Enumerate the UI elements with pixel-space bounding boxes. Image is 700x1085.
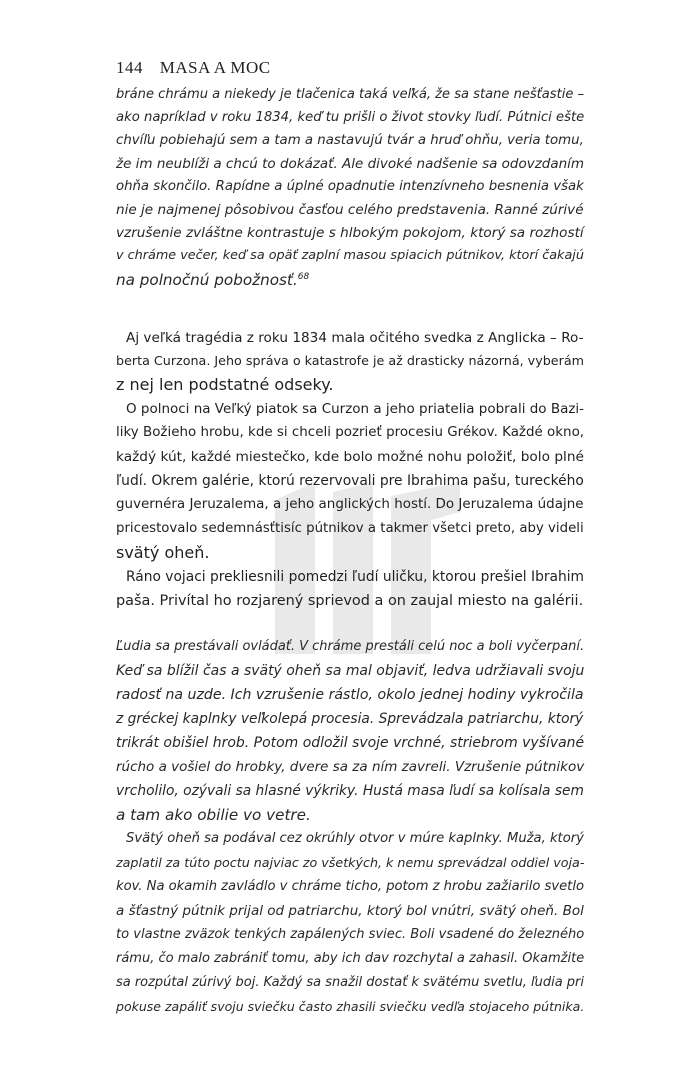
text-line — [116, 972, 584, 994]
text-line — [116, 494, 584, 516]
text-line — [116, 780, 584, 802]
line-text: z gréckej kaplnky veľkolepá procesia. Sprevádzala patriarchu, ktorý — [116, 711, 584, 727]
line-text: vrcholilo, ozývali sa hlasné výkriky. Hustá masa ľudí sa kolísala sem — [116, 783, 584, 799]
line-text: pokuse zapáliť svoju sviečku často zhasili sviečku vedľa stojaceho pútnika. — [116, 999, 585, 1014]
line-text: radosť na uzde. Ich vzrušenie rástlo, okolo jednej hodiny vykročila — [116, 687, 584, 703]
line-text: liky Božieho hrobu, kde si chceli pozrieť procesiu Grékov. Každé okno, — [116, 425, 585, 440]
text-line — [126, 828, 584, 850]
text-line — [116, 374, 333, 396]
line-text: Svätý oheň sa podával cez okrúhly otvor v múre kaplnky. Muža, ktorý — [126, 831, 584, 846]
text-line — [116, 245, 584, 267]
text-line — [116, 130, 584, 152]
line-text: ako napríklad v roku 1834, keď tu prišli o život stovky ľudí. Pútnici ešte — [116, 110, 585, 125]
line-text: to vlastne zväzok tenkých zapálených sviec. Boli vsadené do železného — [116, 927, 585, 942]
line-text: trikrát obišiel hrob. Potom odložil svoje vrchné, striebrom vyšívané — [116, 735, 585, 751]
line-text: pricestovalo sedemnásťtisíc pútnikov a takmer všetci preto, aby videli — [116, 521, 584, 536]
line-text: nie je najmenej pôsobivou časťou celého predstavenia. Ranné zúrivé — [116, 202, 584, 218]
line-text: vzrušenie zvláštne kontrastuje s hlbokým pokojom, ktorý sa rozhostí — [116, 225, 584, 241]
text-line — [116, 756, 584, 778]
line-text: z nej len podstatné odseky. — [116, 375, 334, 394]
line-text: kov. Na okamih zavládlo v chráme ticho, potom z hrobu zažiarilo svetlo — [116, 879, 584, 894]
footnote-marker: 68 — [297, 272, 310, 282]
page-number: 144 — [116, 58, 143, 77]
text-line — [116, 446, 584, 468]
text-line — [126, 398, 584, 420]
text-line — [116, 900, 584, 922]
line-text: a šťastný pútnik prijal od patriarchu, ktorý bol vnútri, svätý oheň. Bol — [116, 903, 584, 919]
line-text: zaplatil za túto poctu najviac zo všetkých, k nemu sprevádzal oddiel voja- — [116, 855, 585, 870]
running-title: MASA A MOC — [159, 58, 271, 77]
text-line — [126, 327, 584, 349]
text-line — [116, 684, 584, 706]
text-line — [116, 176, 584, 198]
line-text: Ráno vojaci prekliesnili pomedzi ľudí uličku, ktorou prešiel Ibrahim — [126, 569, 584, 585]
text-line — [116, 153, 584, 175]
text-line — [116, 350, 584, 372]
text-line — [116, 470, 584, 492]
line-text: každý kút, každé miestečko, kde bolo možné nohu položiť, bolo plné — [116, 449, 584, 465]
text-line — [116, 948, 584, 970]
text-line — [116, 732, 584, 754]
text-line — [116, 636, 584, 658]
line-text: O polnoci na Veľký piatok sa Curzon a jeho priatelia pobrali do Bazi- — [126, 401, 585, 417]
line-text: chvíľu pobiehajú sem a tam a nastavujú tvár a hruď ohňu, veria tomu, — [116, 133, 584, 148]
line-text: Keď sa blížil čas a svätý oheň sa mal objaviť, ledva udržiavali svoju — [116, 663, 585, 679]
text-line — [116, 542, 209, 564]
line-text: na polnočnú pobožnosť. — [116, 271, 298, 289]
text-line — [116, 708, 583, 730]
line-text: svätý oheň. — [116, 543, 210, 562]
line-text: že im neublíži a chcú to dokázať. Ale divoké nadšenie sa odovzdaním — [116, 156, 585, 172]
text-line — [116, 518, 584, 540]
line-text: Aj veľká tragédia z roku 1834 mala očitého svedka z Anglicka – Ro- — [126, 330, 584, 346]
text-line — [116, 996, 584, 1018]
text-line — [116, 924, 584, 946]
text-line — [116, 804, 311, 826]
line-text: ohňa skončilo. Rapídne a úplné opadnutie intenzívneho besnenia však — [116, 179, 584, 194]
line-text: paša. Privítal ho rozjarený sprievod a on zaujal miesto na galérii. — [116, 593, 584, 609]
text-line — [116, 660, 584, 682]
line-text: rámu, čo malo zabrániť tomu, aby ich dav rozchytal a zahasil. Okamžite — [116, 951, 585, 966]
line-text: sa rozpútal zúrivý boj. Každý sa snažil dostať k svätému svetlu, ľudia pri — [116, 975, 584, 990]
line-text: Ľudia sa prestávali ovládať. V chráme prestáli celú noc a boli vyčerpaní. — [116, 639, 585, 654]
text-line — [116, 269, 309, 291]
line-text: rúcho a vošiel do hrobky, dvere sa za ním zavreli. Vzrušenie pútnikov — [116, 759, 585, 775]
line-text: a tam ako obilie vo vetre. — [116, 806, 311, 824]
text-line — [126, 566, 584, 588]
line-text: guvernéra Jeruzalema, a jeho anglických hostí. Do Jeruzalema údajne — [116, 497, 584, 512]
text-line — [116, 84, 584, 106]
line-text: v chráme večer, keď sa opäť zaplní masou spiacich pútnikov, ktorí čakajú — [116, 248, 584, 263]
running-header — [116, 58, 271, 78]
text-line — [116, 590, 583, 612]
text-line — [116, 222, 584, 244]
line-text: ľudí. Okrem galérie, ktorú rezervovali pre Ibrahima pašu, tureckého — [116, 473, 584, 489]
text-line — [116, 107, 584, 129]
text-line — [116, 876, 584, 898]
text-line — [116, 852, 584, 874]
text-line — [116, 422, 584, 444]
text-line — [116, 199, 584, 221]
line-text: berta Curzona. Jeho správa o katastrofe je až drasticky názorná, vyberám — [116, 353, 584, 368]
line-text: bráne chrámu a niekedy je tlačenica taká veľká, že sa stane nešťastie – — [116, 87, 585, 102]
